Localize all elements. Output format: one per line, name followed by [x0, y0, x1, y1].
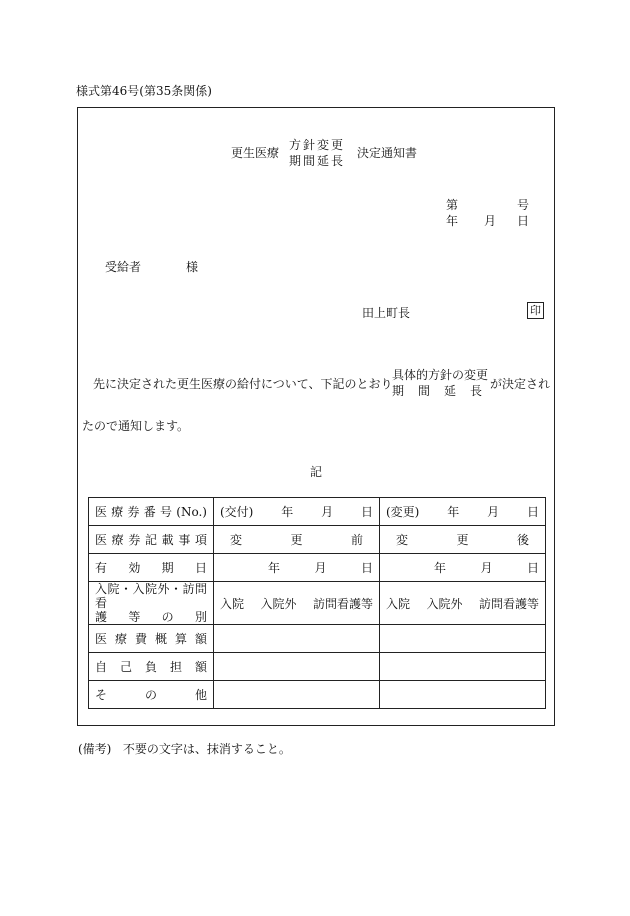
- body-option-period-extension: 期 間 延 長: [392, 384, 484, 398]
- body-line1-end: が決定され: [490, 377, 551, 391]
- date-month: 月: [484, 214, 497, 228]
- care-left-inpatient: 入院: [220, 596, 245, 611]
- ki-heading: 記: [310, 465, 323, 479]
- number-suffix: 号: [517, 198, 530, 212]
- after-char-1: 変: [396, 533, 409, 547]
- body-option-specific-policy: 具体的方針の変更: [392, 368, 489, 382]
- recipient-label: 受給者: [105, 260, 142, 274]
- other-right-cell: [380, 681, 546, 709]
- date-year: 年: [446, 214, 459, 228]
- care-left-outpatient: 入院外: [260, 596, 297, 611]
- valid-right-month: 月: [480, 561, 493, 575]
- valid-left-month: 月: [314, 561, 327, 575]
- valid-right-day: 日: [526, 561, 539, 575]
- title-suffix: 決定通知書: [357, 146, 418, 160]
- estimated-cost-right-cell: [380, 625, 546, 653]
- issue-year: 年: [281, 505, 294, 519]
- table-row: [89, 681, 546, 709]
- issuer-title: 田上町長: [362, 306, 411, 320]
- row-label-estimated-cost: 医療費概算額: [89, 625, 214, 653]
- row-label-care-type: [89, 582, 214, 625]
- issue-prefix: (交付): [220, 505, 254, 519]
- row-label-ticket-items: 医療券記載事項: [89, 526, 214, 554]
- care-type-label-line1: 入院・入院外・訪問看: [95, 582, 207, 610]
- table-row: [89, 625, 546, 653]
- care-right-home-nursing: 訪問看護等: [478, 596, 539, 611]
- copayment-left-cell: [214, 653, 380, 681]
- valid-left-year: 年: [268, 561, 281, 575]
- row-label-valid-date: 有効期日: [89, 554, 214, 582]
- care-right-inpatient: 入院: [386, 596, 411, 611]
- row-label-other: その他: [89, 681, 214, 709]
- change-year: 年: [447, 505, 460, 519]
- row-label-copayment: 自己負担額: [89, 653, 214, 681]
- valid-left-day: 日: [360, 561, 373, 575]
- table-row: [89, 526, 546, 554]
- after-char-2: 更: [456, 533, 469, 547]
- issue-date-cell: [214, 498, 380, 526]
- remarks-text: 不要の文字は、抹消すること。: [122, 742, 291, 756]
- care-left-home-nursing: 訪問看護等: [312, 596, 373, 611]
- care-right-outpatient: 入院外: [426, 596, 463, 611]
- after-change-cell: [380, 526, 546, 554]
- body-line2: たので通知します。: [82, 419, 190, 433]
- date-day: 日: [517, 214, 530, 228]
- number-label: 第: [446, 198, 459, 212]
- table-row: [89, 582, 546, 625]
- form-label: 様式第46号(第35条関係): [76, 84, 212, 98]
- recipient-honorific: 様: [186, 260, 199, 274]
- other-left-cell: [214, 681, 380, 709]
- seal-mark: 印: [527, 302, 544, 319]
- care-type-label-line2: 護等の別: [95, 610, 207, 624]
- valid-date-right-cell: [380, 554, 546, 582]
- body-line1: 先に決定された更生医療の給付について、下記のとおり: [93, 377, 393, 391]
- change-day: 日: [526, 505, 539, 519]
- valid-date-left-cell: [214, 554, 380, 582]
- table-row: [89, 653, 546, 681]
- care-type-right-cell: [380, 582, 546, 625]
- care-type-left-cell: [214, 582, 380, 625]
- valid-right-year: 年: [434, 561, 447, 575]
- table-row: [89, 498, 546, 526]
- remarks-label: (備考): [78, 742, 112, 756]
- title-option-period-extension: 期間延長: [289, 154, 346, 168]
- issue-day: 日: [360, 505, 373, 519]
- title-prefix: 更生医療: [231, 146, 280, 160]
- before-char-3: 前: [350, 533, 363, 547]
- change-month: 月: [487, 505, 500, 519]
- remarks: [78, 740, 291, 757]
- after-char-3: 後: [516, 533, 529, 547]
- copayment-right-cell: [380, 653, 546, 681]
- before-char-2: 更: [290, 533, 303, 547]
- change-date-cell: [380, 498, 546, 526]
- issue-month: 月: [321, 505, 334, 519]
- before-change-cell: [214, 526, 380, 554]
- title-option-policy-change: 方針変更: [289, 138, 346, 152]
- row-label-ticket-number: 医療券番号(No.): [89, 498, 214, 526]
- change-prefix: (変更): [386, 505, 420, 519]
- estimated-cost-left-cell: [214, 625, 380, 653]
- table-row: [89, 554, 546, 582]
- before-char-1: 変: [230, 533, 243, 547]
- details-table: [88, 497, 546, 709]
